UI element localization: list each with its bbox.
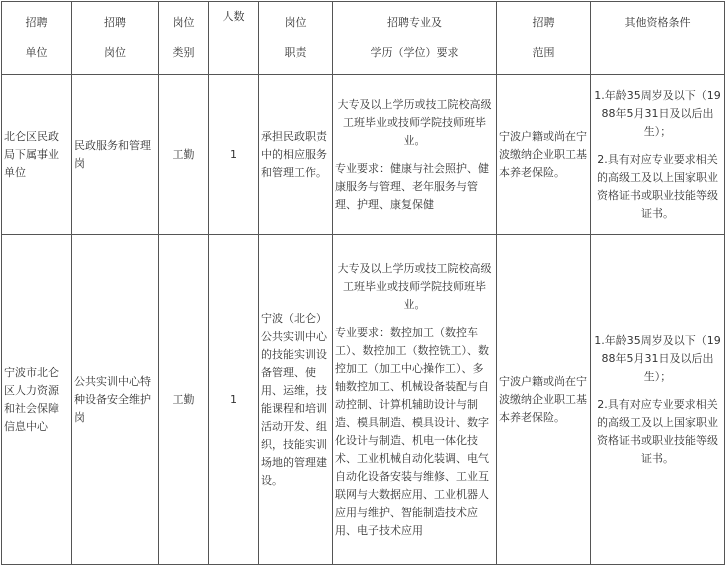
row1-duty: 承担民政职责中的相应服务和管理工作。 [259,75,333,235]
row1-age: 1.年龄35周岁及以下（1988年5月31日及以后出生）； [594,88,721,138]
header-requirements-line1: 招聘专业及 [387,16,442,29]
row2-education: 大专及以上学历或技工院校高级工班毕业或技师学院技师班毕业。 [337,261,492,311]
header-duty [259,2,333,75]
row2-requirements [333,235,497,565]
header-scope [497,2,591,75]
header-unit [2,2,72,75]
table-header-row [2,2,725,75]
header-category-line2: 类别 [172,46,195,59]
row2-position: 公共实训中心特种设备安全维护岗 [72,235,159,565]
table-row [2,235,725,565]
header-scope-line1: 招聘 [532,16,555,29]
header-position-line2: 岗位 [104,46,126,59]
header-duty-line2: 职责 [284,46,307,59]
table-row [2,75,725,235]
header-requirements [333,2,497,75]
row2-unit: 宁波市北仑区人力资源和社会保障信息中心 [2,235,72,565]
header-duty-line1: 岗位 [284,16,307,29]
row1-major: 专业要求：健康与社会照护、健康服务与管理、老年服务与管理、护理、康复保健 [335,161,489,211]
row1-cert: 2.具有对应专业要求相关的高级工及以上国家职业资格证书或职业技能等级证书。 [597,152,718,220]
row2-conditions [591,235,725,565]
row1-category: 工勤 [159,75,209,235]
row1-requirements [333,75,497,235]
header-position-line1: 招聘 [104,16,126,29]
row1-count: 1 [209,75,259,235]
row1-unit: 北仑区民政局下属事业单位 [2,75,72,235]
header-unit-line1: 招聘 [25,16,48,29]
header-category-line1: 岗位 [172,16,195,29]
header-count: 人数 [209,2,259,75]
row2-duty: 宁波（北仑）公共实训中心的技能实训设备管理、使用、运维，技能课程和培训活动开发、组织，技能实训场地的管理建设。 [259,235,333,565]
row1-position: 民政服务和管理岗 [72,75,159,235]
header-position [72,2,159,75]
row2-count: 1 [209,235,259,565]
header-requirements-line2: 学历（学位）要求 [370,46,459,59]
row2-major: 专业要求：数控加工（数控车工）、数控加工（数控铣工）、数控加工（加工中心操作工）、多轴数控加工、机械设备装配与自动控制、计算机辅助设计与制造、模具制造、模具设计、数字化设计与制造、机电一体化技术、工业机械自动化装调、电气自动化设备安装与维修、工业互联网与大数据应用、工业机器人应用与维护、智能制造技术应用、电子技术应用 [335,325,489,537]
row2-scope: 宁波户籍或尚在宁波缴纳企业职工基本养老保险。 [497,235,591,565]
header-scope-line2: 范围 [532,46,555,59]
header-category [159,2,209,75]
row2-category: 工勤 [159,235,209,565]
row2-cert: 2.具有对应专业要求相关的高级工及以上国家职业资格证书或职业技能等级证书。 [597,397,718,465]
row1-scope: 宁波户籍或尚在宁波缴纳企业职工基本养老保险。 [497,75,591,235]
row1-education: 大专及以上学历或技工院校高级工班毕业或技师学院技师班毕业。 [337,97,492,147]
recruitment-table [1,1,725,565]
row1-conditions [591,75,725,235]
header-other: 其他资格条件 [591,2,725,75]
row2-age: 1.年龄35周岁及以下（1988年5月31日及以后出生）； [594,333,721,383]
header-unit-line2: 单位 [25,46,48,59]
